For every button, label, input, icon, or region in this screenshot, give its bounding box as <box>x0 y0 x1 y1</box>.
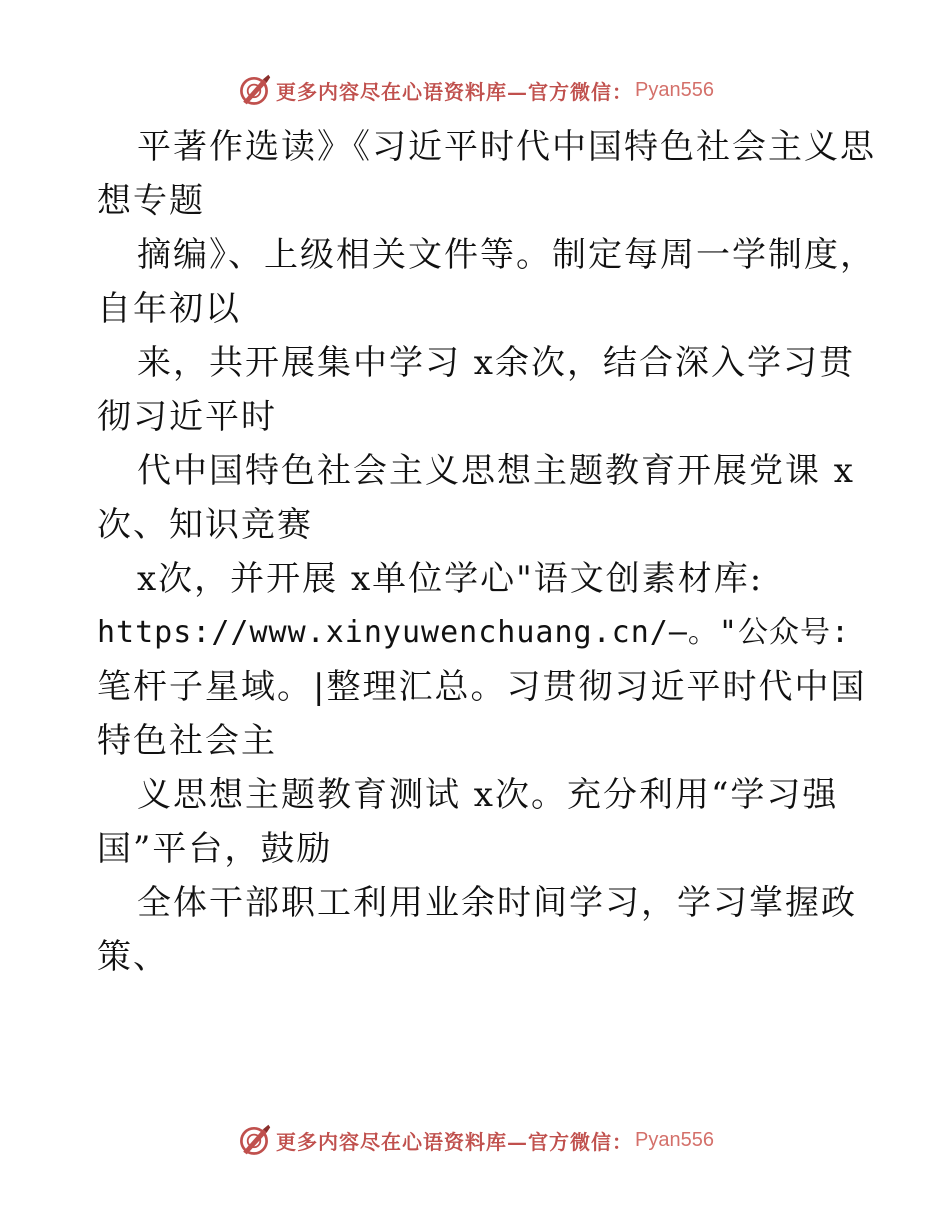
text-line: 笔杆子星域。|整理汇总。习贯彻习近平时代中国 <box>97 667 867 707</box>
text-line: 国”平台，鼓励 <box>97 829 333 869</box>
text-line: x次，并开展 x单位学心"语文创素材库: <box>137 559 764 599</box>
header-watermark-text: 更多内容尽在心语资料库—官方微信： <box>276 79 634 104</box>
text-line: 来，共开展集中学习 x余次，结合深入学习贯 <box>137 343 855 383</box>
text-line-url: https://www.xinyuwenchuang.cn/—。"公众号: <box>97 615 851 650</box>
text-line: 次、知识竞赛 <box>97 505 313 545</box>
header-watermark-id: Pyan556 <box>635 78 714 101</box>
text-line: 彻习近平时 <box>97 397 277 437</box>
document-body <box>97 120 897 984</box>
text-line: 策、 <box>97 937 169 977</box>
text-line: 全体干部职工利用业余时间学习，学习掌握政 <box>137 883 857 923</box>
footer-watermark-text: 更多内容尽在心语资料库—官方微信： <box>276 1129 634 1154</box>
pen-logo-icon <box>236 1122 272 1158</box>
header-watermark <box>0 70 950 110</box>
text-line: 特色社会主 <box>97 721 277 761</box>
footer-watermark-id: Pyan556 <box>635 1128 714 1151</box>
text-line: 义思想主题教育测试 x次。充分利用“学习强 <box>137 775 839 815</box>
text-line: 代中国特色社会主义思想主题教育开展党课 x <box>137 451 855 491</box>
text-line: 想专题 <box>97 181 205 221</box>
text-line: 摘编》、上级相关文件等。制定每周一学制度， <box>137 235 876 275</box>
pen-logo-icon <box>236 72 272 108</box>
text-line: 平著作选读》《习近平时代中国特色社会主义思 <box>137 127 876 167</box>
footer-watermark <box>0 1120 950 1160</box>
text-line: 自年初以 <box>97 289 241 329</box>
